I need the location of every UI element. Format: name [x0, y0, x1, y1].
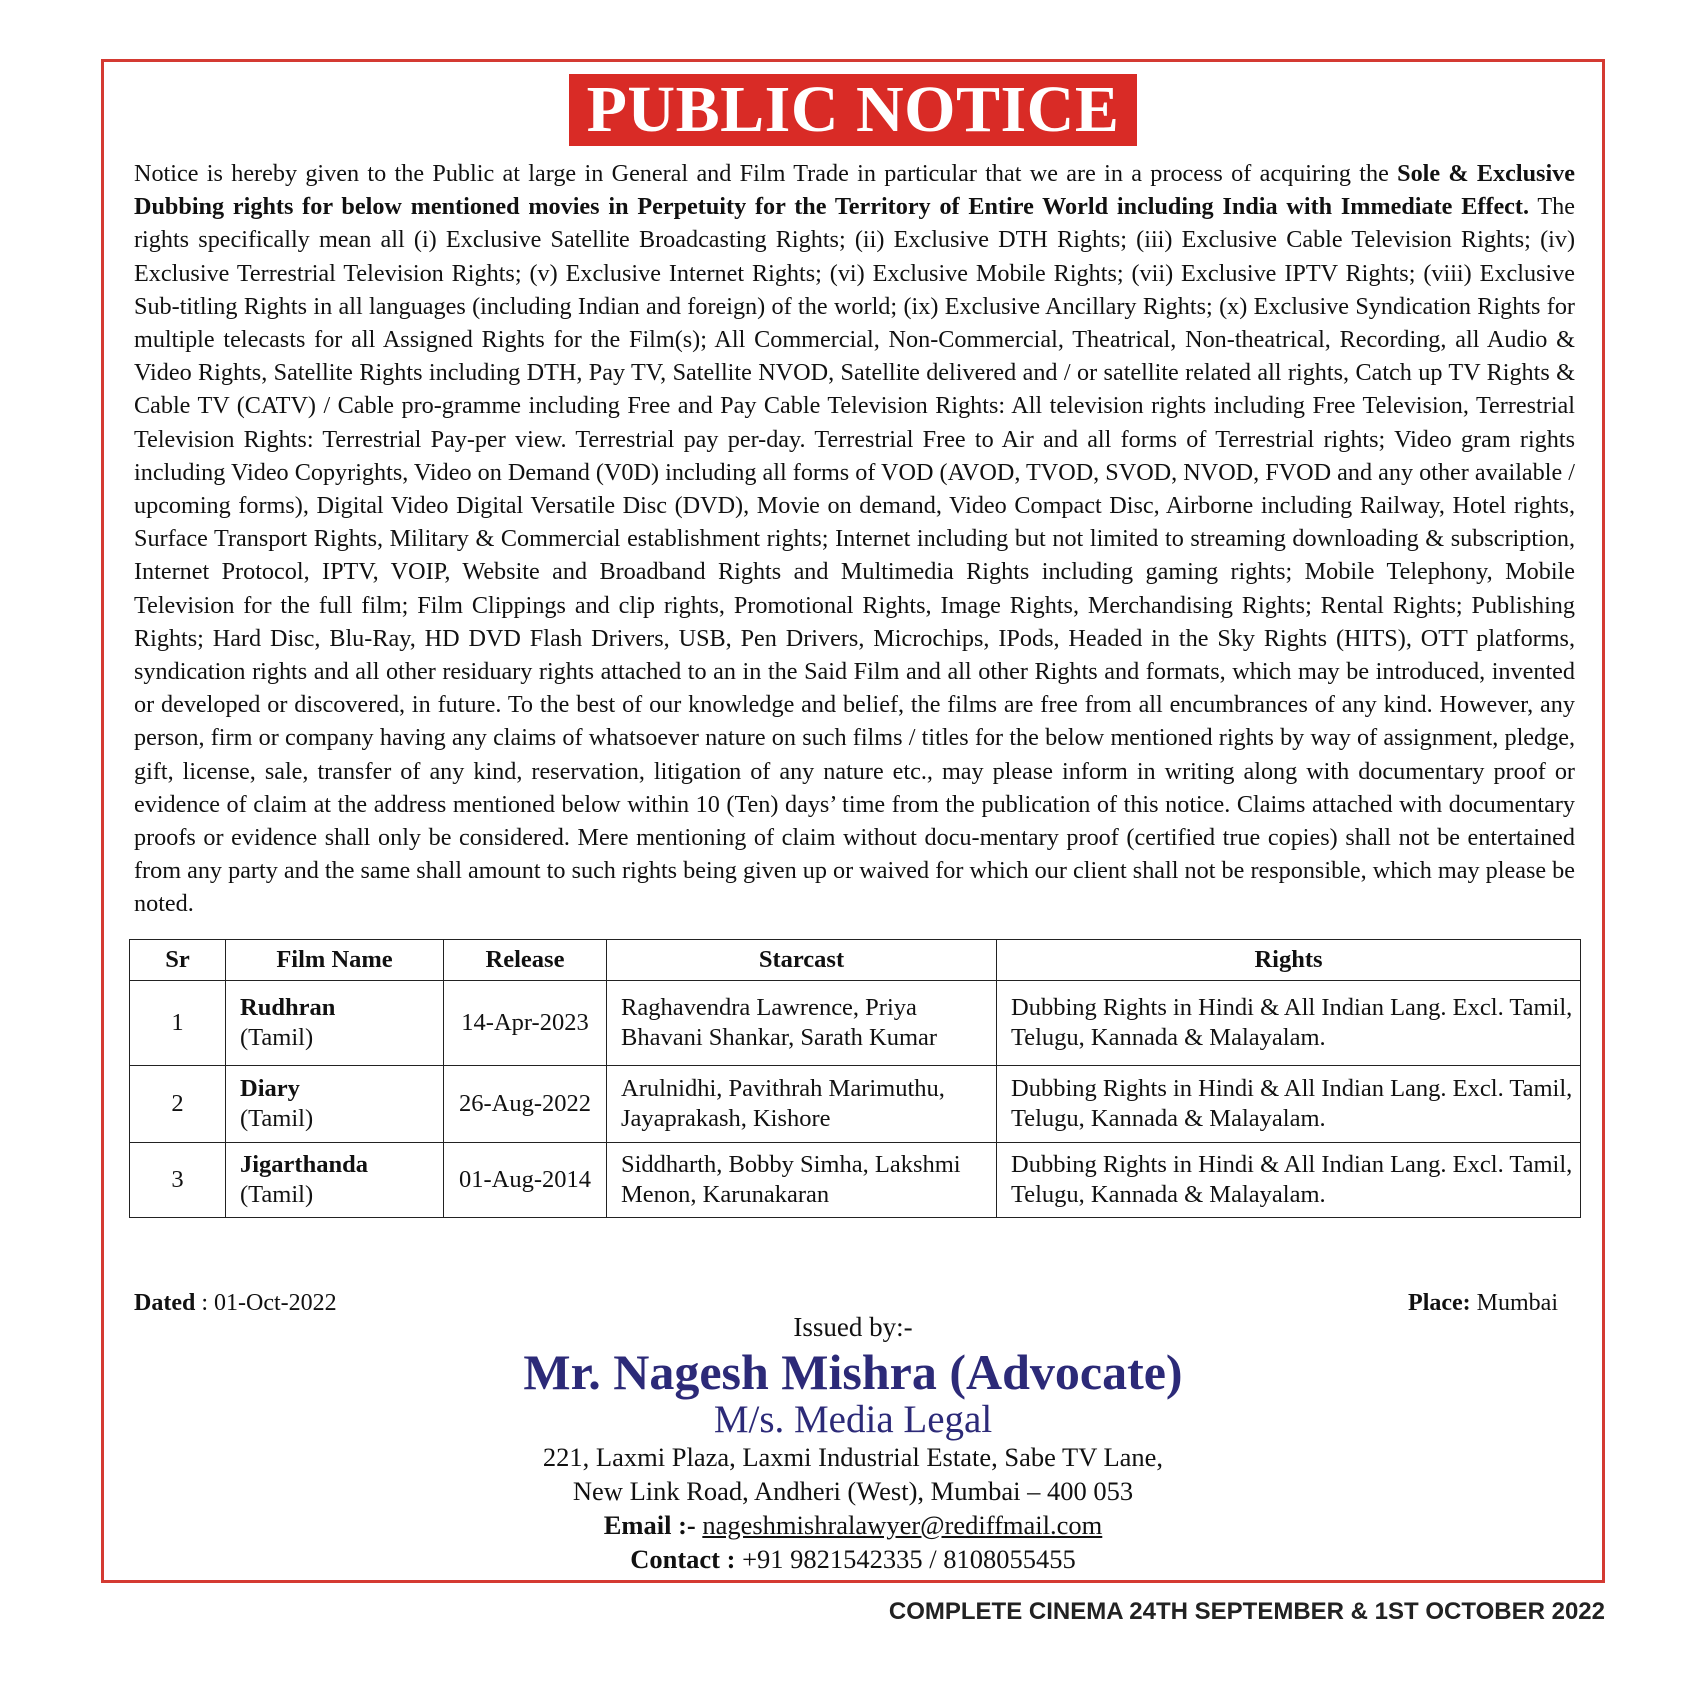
row-rights: Dubbing Rights in Hindi & All Indian Lang. Excl. Tamil, Telugu, Kannada & Malayalam.: [997, 1066, 1581, 1143]
address-line-2: New Link Road, Andheri (West), Mumbai – 400 053: [572, 1476, 1134, 1506]
address-line-1: 221, Laxmi Plaza, Laxmi Industrial Estate, Sabe TV Lane,: [542, 1442, 1164, 1472]
row-starcast: Raghavendra Lawrence, Priya Bhavani Shankar, Sarath Kumar: [607, 981, 997, 1066]
place-label: Place:: [1408, 1290, 1471, 1316]
contact-line: [104, 1542, 1602, 1576]
header-rights: Rights: [997, 940, 1581, 981]
film-language: (Tamil): [240, 1105, 314, 1132]
email-line: [104, 1508, 1602, 1542]
header-starcast: Starcast: [607, 940, 997, 981]
contact-label: Contact :: [630, 1544, 736, 1574]
row-rights: Dubbing Rights in Hindi & All Indian Lang. Excl. Tamil, Telugu, Kannada & Malayalam.: [997, 1143, 1581, 1218]
notice-title: PUBLIC NOTICE: [569, 74, 1138, 146]
dated-separator: :: [195, 1290, 214, 1316]
row-film: [226, 1066, 444, 1143]
notice-body: [134, 157, 1575, 921]
film-language: (Tamil): [240, 1024, 314, 1051]
issuer-block: [104, 1310, 1602, 1576]
row-rights: Dubbing Rights in Hindi & All Indian Lang. Excl. Tamil, Telugu, Kannada & Malayalam.: [997, 981, 1581, 1066]
row-sr: 1: [130, 981, 226, 1066]
row-sr: 3: [130, 1143, 226, 1218]
notice-frame: [101, 59, 1605, 1583]
row-release: 26-Aug-2022: [444, 1066, 607, 1143]
header-film-name: Film Name: [226, 940, 444, 981]
row-release: 01-Aug-2014: [444, 1143, 607, 1218]
row-film: [226, 981, 444, 1066]
row-sr: 2: [130, 1066, 226, 1143]
film-name: Diary: [240, 1075, 300, 1102]
table-row: [130, 1066, 1581, 1143]
row-starcast: Arulnidhi, Pavithrah Marimuthu, Jayaprakash, Kishore: [607, 1066, 997, 1143]
notice-intro: Notice is hereby given to the Public at large in General and Film Trade in particular that we are in a process of acquiring the: [134, 160, 1398, 187]
issued-by: Issued by:-: [793, 1312, 913, 1342]
email-label: Email :-: [603, 1510, 696, 1540]
row-starcast: Siddharth, Bobby Simha, Lakshmi Menon, Karunakaran: [607, 1143, 997, 1218]
row-film: [226, 1143, 444, 1218]
header-sr: Sr: [130, 940, 226, 981]
film-name: Jigarthanda: [240, 1151, 368, 1178]
table-row: [130, 981, 1581, 1066]
dated-label: Dated: [134, 1290, 196, 1316]
dated-value: 01-Oct-2022: [214, 1290, 337, 1316]
notice-body-text: The rights specifically mean all (i) Exclusive Satellite Broadcasting Rights; (ii) Exclusive DTH Rights; (iii) Exclusive Cable Television Rights; (iv) Exclusive Terrestrial Television Rights; (v) Exclusive Internet Rights; (vi) Exclusive Mobile Rights; (vii) Exclusive IPTV Rights; (viii) Exclusive Sub-titling Rights in all languages (including Indian and foreign) of the world; (ix) Exclusive Ancillary Rights; (x) Exclusive Syndication Rights for multiple telecasts for all Assigned Rights for the Film(s); All Commercial, Non-Commercial, Theatrical, Non-theatrical, Recording, all Audio & Video Rights, Satellite Rights including DTH, Pay TV, Satellite NVOD, Satellite delivered and / or satellite related all rights, Catch up TV Rights & Cable TV (CATV) / Cable pro-gramme including Free and Pay Cable Television Rights: All television rights including Free Television, Terrestrial Television Rights: Terrestrial Pay-per view. Terrestrial pay per-day. Terrestrial Free to Air and all forms of Terrestrial rights; Video gram rights including Video Copyrights, Video on Demand (V0D) including all forms of VOD (AVOD, TVOD, SVOD, NVOD, FVOD and any other available / upcoming forms), Digital Video Digital Versatile Disc (DVD), Movie on demand, Video Compact Disc, Airborne including Railway, Hotel rights, Surface Transport Rights, Military & Commercial establishment rights; Internet including but not limited to streaming downloading & subscription, Internet Protocol, IPTV, VOIP, Website and Broadband Rights and Multimedia Rights including gaming rights; Mobile Telephony, Mobile Television for the full film; Film Clippings and clip rights, Promotional Rights, Image Rights, Merchandising Rights; Rental Rights; Publishing Rights; Hard Disc, Blu-Ray, HD DVD Flash Drivers, USB, Pen Drivers, Microchips, IPods, Headed in the Sky Rights (HITS), OTT platforms, syndication rights and all other residuary rights attached to an in the Said Film and all other Rights and formats, which may be introduced, invented or developed or discovered, in future. To the best of our knowledge and belief, the films are free from all encumbrances of any kind. However, any person, firm or company having any claims of whatsoever nature on such films / titles for the below mentioned rights by way of assignment, pledge, gift, license, sale, transfer of any kind, reservation, litigation of any nature etc., may please inform in writing along with documentary proof or evidence of claim at the address mentioned below within 10 (Ten) days’ time from the publication of this notice. Claims attached with documentary proofs or evidence shall only be considered. Mere mentioning of claim without docu-mentary proof (certified true copies) shall not be entertained from any party and the same shall amount to such rights being given up or waived for which our client shall not be responsible, which may please be noted.: [134, 193, 1576, 918]
table-header-row: [130, 940, 1581, 981]
film-language: (Tamil): [240, 1181, 314, 1208]
contact-value: +91 9821542335 / 8108055455: [742, 1544, 1076, 1574]
films-table: [129, 939, 1581, 1218]
film-name: Rudhran: [240, 994, 336, 1021]
email-link[interactable]: nageshmishralawyer@rediffmail.com: [702, 1510, 1103, 1540]
notice-bold-part: Sole & Exclusive Dubbing rights for below mentioned movies in Perpetuity for the Territory of Entire World including India with Immediate Effect.: [134, 160, 1575, 221]
place-value: Mumbai: [1470, 1290, 1558, 1316]
table-row: [130, 1143, 1581, 1218]
issuer-firm: M/s. Media Legal: [713, 1398, 993, 1441]
title-wrap: [104, 74, 1602, 146]
row-release: 14-Apr-2023: [444, 981, 607, 1066]
publication-footer: COMPLETE CINEMA 24TH SEPTEMBER & 1ST OCTOBER 2022: [888, 1598, 1605, 1625]
issuer-name: Mr. Nagesh Mishra (Advocate): [523, 1344, 1183, 1400]
header-release: Release: [444, 940, 607, 981]
